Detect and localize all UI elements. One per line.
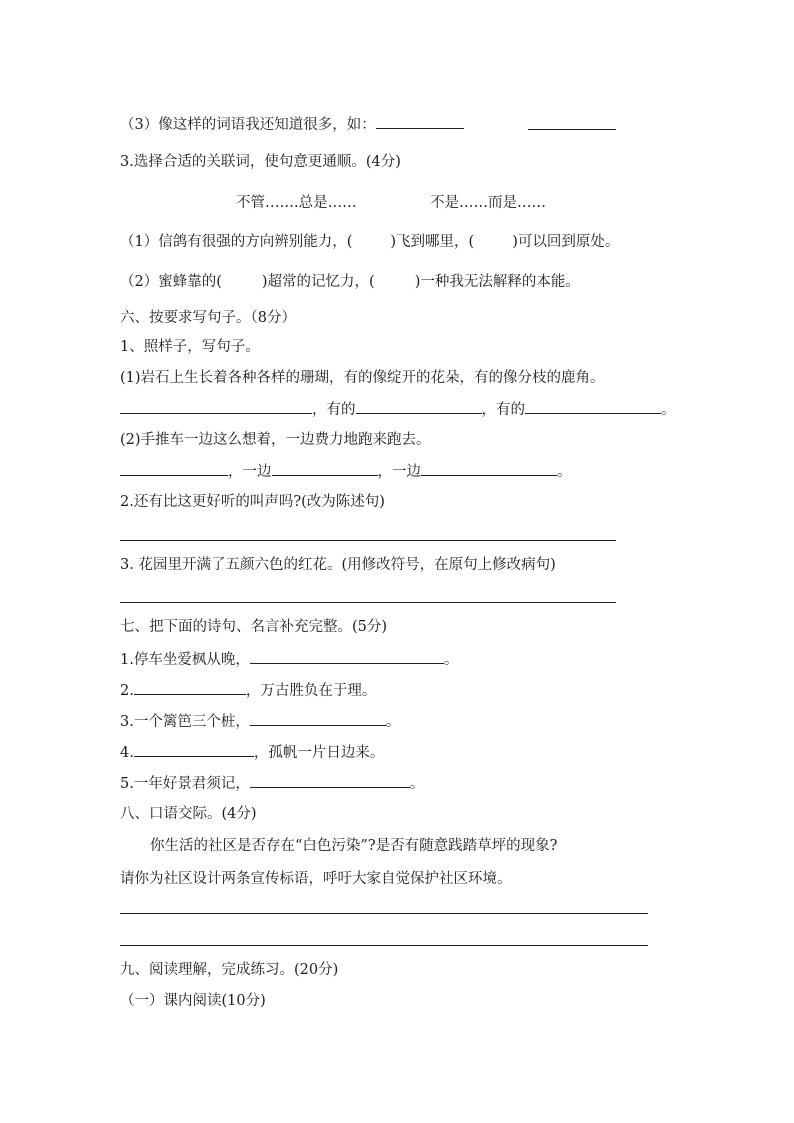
sentence-2: （2）蜜蜂靠的( )超常的记忆力，( )一种我无法解释的本能。 (120, 274, 580, 290)
section-6-q1: 1、照样子，写句子。 (120, 339, 260, 355)
section-7-title: 七、把下面的诗句、名言补充完整。(5分) (120, 619, 388, 635)
answer-blank[interactable] (250, 711, 386, 726)
question-5-3: （3）像这样的词语我还知道很多，如： (120, 114, 464, 135)
answer-line[interactable] (120, 540, 616, 541)
answer-blank[interactable] (120, 399, 312, 414)
answer-blank[interactable] (250, 773, 410, 788)
answer-line[interactable] (120, 602, 616, 603)
section-6-q2: 2.还有比这更好听的叫声吗?(改为陈述句) (120, 494, 385, 510)
example-1: (1)岩石上生长着各种各样的珊瑚，有的像绽开的花朵，有的像分枝的鹿角。 (120, 370, 605, 386)
section-6-title: 六、按要求写句子。（8分） (120, 310, 296, 326)
fill-line-1: ，有的 ，有的 。 (120, 399, 676, 420)
answer-blank[interactable] (272, 461, 378, 476)
example-2: (2)手推车一边这么想着，一边费力地跑来跑去。 (120, 432, 431, 448)
option-bushi: 不是……而是…… (430, 195, 546, 211)
answer-line[interactable] (120, 913, 648, 914)
section-6-q3: 3. 花园里开满了五颜六色的红花。(用修改符号，在原句上修改病句) (120, 557, 556, 573)
sentence-1: （1）信鸽有很强的方向辨别能力，( )飞到哪里，( )可以回到原处。 (120, 234, 620, 250)
answer-blank[interactable] (421, 461, 557, 476)
poem-line-1: 1.停车坐爱枫从晚， 。 (120, 649, 458, 670)
answer-blank[interactable] (134, 742, 254, 757)
answer-blank[interactable] (525, 399, 661, 414)
section-8-prompt-1: 你生活的社区是否存在“白色污染”?是否有随意践踏草坪的现象? (150, 838, 558, 854)
poem-line-5: 5.一年好景君须记， 。 (120, 773, 424, 794)
section-3-title: 3.选择合适的关联词，使句意更通顺。(4分) (120, 154, 401, 170)
poem-line-4: 4. ，孤帆一片日边来。 (120, 742, 384, 763)
section-9-sub-1: （一）课内阅读(10分) (120, 993, 266, 1009)
section-8-title: 八、口语交际。(4分) (120, 806, 257, 822)
poem-line-2: 2. ，万古胜负在于理。 (120, 680, 376, 701)
answer-blank[interactable] (528, 115, 616, 130)
answer-blank[interactable] (120, 461, 228, 476)
answer-blank[interactable] (356, 399, 482, 414)
section-8-prompt-2: 请你为社区设计两条宣传标语，呼吁大家自觉保护社区环境。 (120, 871, 512, 887)
poem-line-3: 3.一个篱笆三个桩， 。 (120, 711, 400, 732)
section-9-title: 九、阅读理解，完成练习。(20分) (120, 962, 339, 978)
option-buguan: 不管…….总是…… (236, 195, 357, 211)
answer-blank[interactable] (376, 114, 464, 129)
answer-blank[interactable] (134, 680, 246, 695)
fill-line-2: ，一边 ，一边 。 (120, 461, 572, 482)
answer-blank[interactable] (250, 649, 444, 664)
answer-line[interactable] (120, 945, 648, 946)
